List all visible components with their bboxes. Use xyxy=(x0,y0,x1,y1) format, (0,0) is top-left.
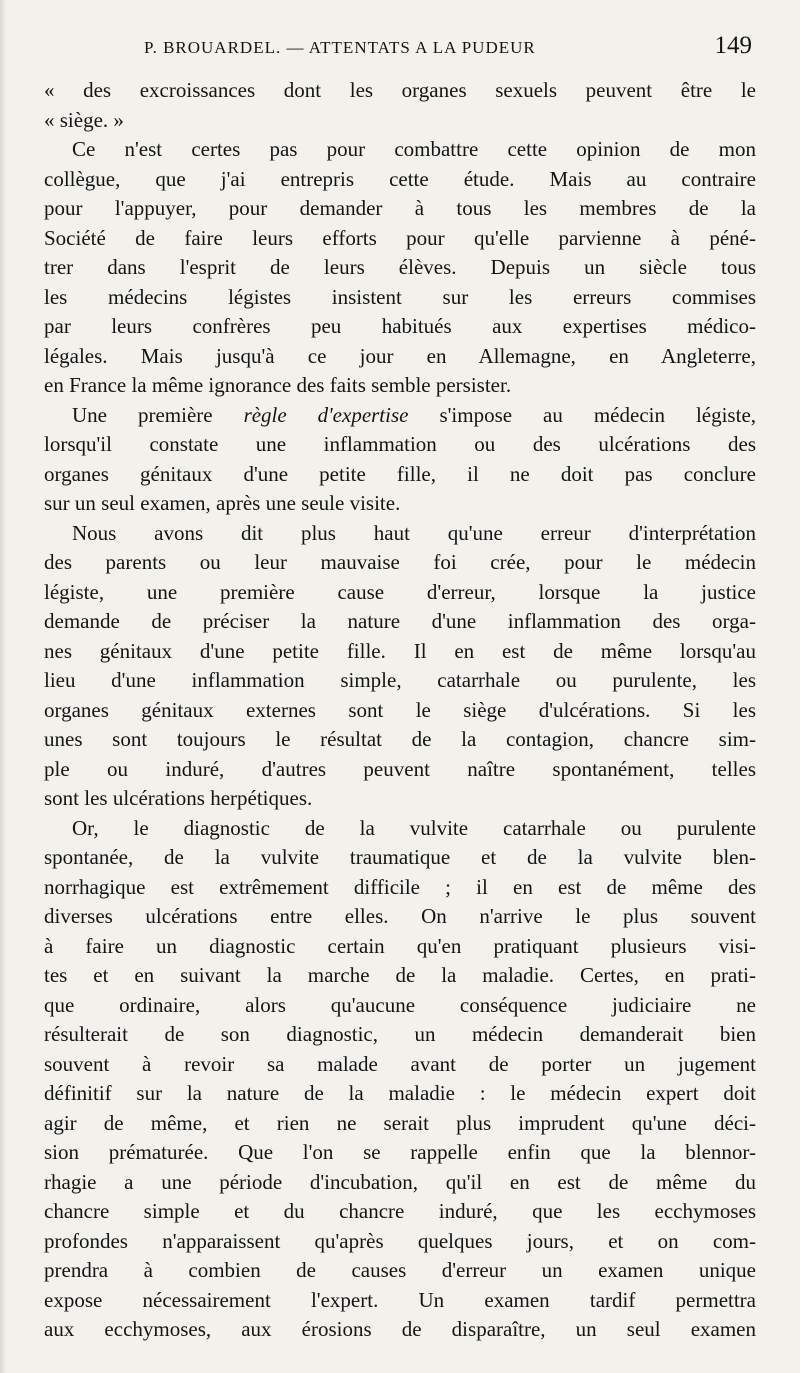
text-line: résulterait de son diagnostic, un médecin demanderait bien xyxy=(44,1022,756,1046)
running-head: P. BROUARDEL. — ATTENTATS A LA PUDEUR xyxy=(144,38,536,57)
text-line: sont les ulcérations herpétiques. xyxy=(44,786,313,810)
text-line: aux ecchymoses, aux érosions de disparaître, un seul examen xyxy=(44,1317,756,1341)
text-line: organes génitaux externes sont le siège d'ulcérations. Si les xyxy=(44,697,756,722)
text-line: rhagie a une période d'incubation, qu'il en est de même du xyxy=(44,1169,756,1194)
text-line: lieu d'une inflammation simple, catarrhale ou purulente, les xyxy=(44,668,756,692)
text-line: « des excroissances dont les organes sexuels peuvent être le xyxy=(44,78,756,102)
page-header xyxy=(44,32,756,66)
text-segment: Une première xyxy=(72,402,244,427)
text-line: Or, le diagnostic de la vulvite catarrhale ou purulente xyxy=(72,815,756,840)
text-segment: s'impose au médecin légiste, xyxy=(408,402,756,427)
text-line: Nous avons dit plus haut qu'une erreur d'interprétation xyxy=(72,520,756,545)
text-line: pour l'appuyer, pour demander à tous les membres de la xyxy=(44,196,756,220)
text-line: profondes n'apparaissent qu'après quelques jours, et on com- xyxy=(44,1228,756,1253)
text-line: des parents ou leur mauvaise foi crée, pour le médecin xyxy=(44,550,756,574)
text-line: chancre simple et du chancre induré, que les ecchymoses xyxy=(44,1199,756,1223)
text-line: Société de faire leurs efforts pour qu'elle parvienne à péné- xyxy=(44,225,756,250)
text-line: unes sont toujours le résultat de la contagion, chancre sim- xyxy=(44,727,756,751)
text-line: ple ou induré, d'autres peuvent naître spontanément, telles xyxy=(44,756,756,781)
text-line: nes génitaux d'une petite fille. Il en est de même lorsqu'au xyxy=(44,638,756,663)
text-line: diverses ulcérations entre elles. On n'arrive le plus souvent xyxy=(44,904,756,928)
text-line: définitif sur la nature de la maladie : le médecin expert doit xyxy=(44,1081,756,1105)
text-line: que ordinaire, alors qu'aucune conséquence judiciaire ne xyxy=(44,992,756,1017)
text-line: spontanée, de la vulvite traumatique et de la vulvite blen- xyxy=(44,845,756,869)
text-line: tes et en suivant la marche de la maladie. Certes, en prati- xyxy=(44,963,756,987)
text-line: par leurs confrères peu habitués aux expertises médico- xyxy=(44,314,756,338)
text-line: sion prématurée. Que l'on se rappelle enfin que la blennor- xyxy=(44,1140,756,1164)
text-line: les médecins légistes insistent sur les erreurs commises xyxy=(44,284,756,309)
text-line: Ce n'est certes pas pour combattre cette opinion de mon xyxy=(72,137,756,161)
body-text xyxy=(44,76,756,1345)
text-line: en France la même ignorance des faits semble persister. xyxy=(44,373,512,397)
italic-term: règle d'expertise xyxy=(243,402,409,427)
text-line: expose nécessairement l'expert. Un examen tardif permettra xyxy=(44,1287,756,1312)
text-line: à faire un diagnostic certain qu'en pratiquant plusieurs visi- xyxy=(44,933,756,958)
text-line: lorsqu'il constate une inflammation ou des ulcérations des xyxy=(44,432,756,456)
text-line: trer dans l'esprit de leurs élèves. Depuis un siècle tous xyxy=(44,255,756,279)
text-line: prendra à combien de causes d'erreur un examen unique xyxy=(44,1258,756,1282)
page-number: 149 xyxy=(714,32,752,59)
text-line: « siège. » xyxy=(44,107,124,132)
text-line: légiste, une première cause d'erreur, lorsque la justice xyxy=(44,579,756,604)
text-line xyxy=(44,401,756,431)
text-line: agir de même, et rien ne serait plus imprudent qu'une déci- xyxy=(44,1110,756,1135)
text-line: organes génitaux d'une petite fille, il ne doit pas conclure xyxy=(44,461,756,486)
text-line: collègue, que j'ai entrepris cette étude. Mais au contraire xyxy=(44,166,756,191)
text-line: souvent à revoir sa malade avant de porter un jugement xyxy=(44,1051,756,1076)
page-edge-shadow xyxy=(0,0,6,1373)
text-line: demande de préciser la nature d'une inflammation des orga- xyxy=(44,609,756,633)
text-line: légales. Mais jusqu'à ce jour en Allemagne, en Angleterre, xyxy=(44,343,756,368)
text-line: sur un seul examen, après une seule visite. xyxy=(44,491,401,515)
text-line: norrhagique est extrêmement difficile ; il en est de même des xyxy=(44,874,756,899)
